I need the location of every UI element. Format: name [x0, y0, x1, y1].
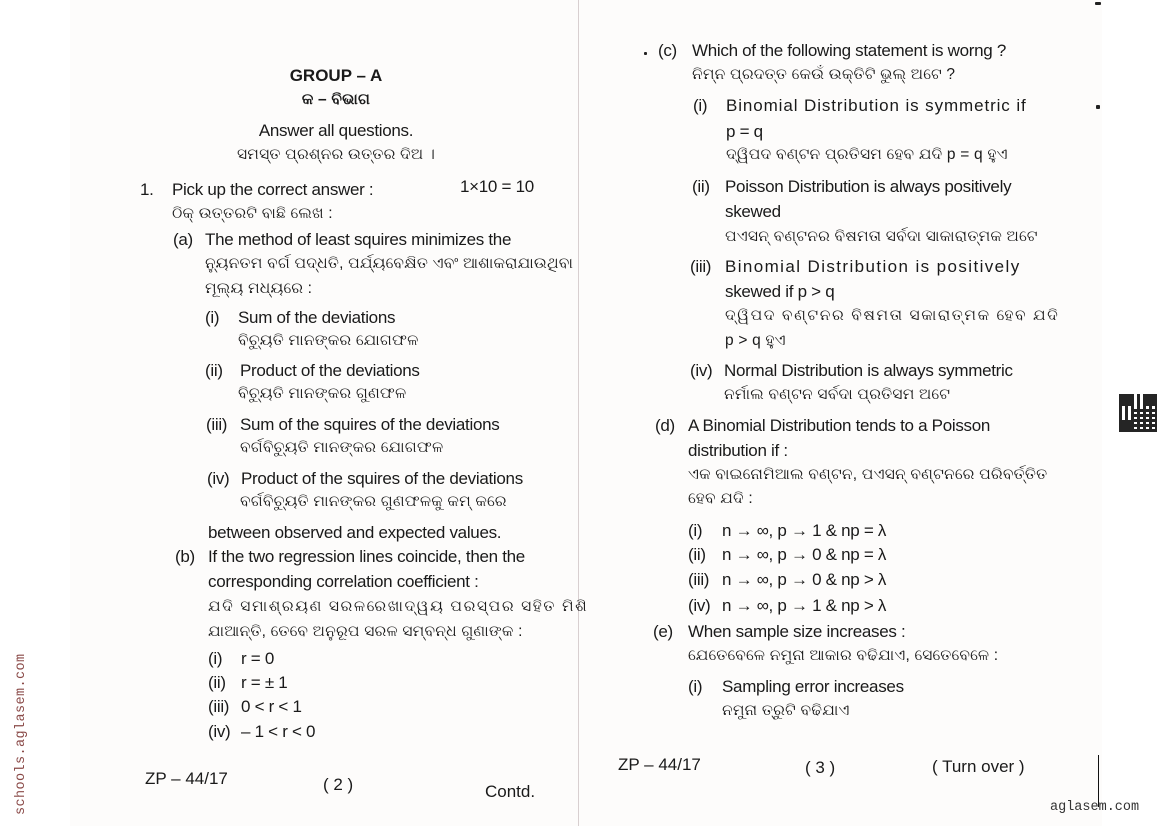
option-text: n → ∞, p → 1 & np > λ	[722, 596, 887, 615]
option-label: (i)	[693, 96, 708, 115]
option-text-cont: skewed if p > q	[725, 282, 835, 301]
qr-code-icon	[1119, 394, 1157, 432]
scan-speck	[1096, 105, 1100, 109]
question-text-odia: ଠିକ୍ ଉତ୍ତରଟି ବାଛି ଲେଖ :	[172, 205, 333, 222]
part-e-label: (e)	[653, 622, 673, 641]
option-text: Sampling error increases	[722, 677, 904, 696]
option-odia: ନମୁନା ତ୍ରୁଟି ବଢିଯାଏ	[722, 702, 850, 719]
part-e-odia: ଯେତେବେଳେ ନମୁନା ଆକାର ବଢିଯାଏ, ସେତେବେଳେ :	[688, 647, 999, 664]
option-text: Product of the squires of the deviations	[241, 469, 523, 488]
option-label: (iv)	[208, 722, 231, 741]
part-a-trailer: between observed and expected values.	[208, 523, 502, 542]
question-text: Pick up the correct answer :	[172, 180, 374, 199]
option-text: Normal Distribution is always symmetric	[724, 361, 1013, 380]
side-watermark: schools.aglasem.com	[14, 653, 29, 815]
part-d-odia-2: ହେବ ଯଦି :	[688, 490, 753, 507]
part-c-odia: ନିମ୍ନ ପ୍ରଦତ୍ତ କେଉଁ ଉକ୍ତିଟି ଭୁଲ୍ ଅଟେ ?	[692, 66, 956, 83]
option-text: Poisson Distribution is always positively	[725, 177, 1012, 196]
question-number: 1.	[140, 180, 154, 199]
option-odia: ଦ୍ୱିପଦ ବଣ୍ଟନ ପ୍ରତିସମ ହେବ ଯଦି p = q ହୁଏ	[726, 146, 1008, 163]
option-text-cont: skewed	[725, 202, 781, 221]
instruction-odia: ସମସ୍ତ ପ୍ରଶ୍ନର ଉତ୍ତର ଦିଅ ।	[236, 146, 436, 163]
option-label: (i)	[688, 677, 703, 696]
option-text: r = ± 1	[241, 673, 288, 692]
group-title-odia: କ – ବିଭାଗ	[301, 91, 371, 108]
option-label: (iii)	[688, 570, 710, 589]
footer-turn-over: ( Turn over )	[932, 757, 1025, 776]
part-b-text-2: corresponding correlation coefficient :	[208, 572, 479, 591]
option-odia: ବର୍ଗବିଚ୍ୟୁତି ମାନଙ୍କର ଗୁଣଫଳକୁ କମ୍ କରେ	[240, 493, 507, 510]
part-b-odia-2: ଯାଆନ୍ତି, ତେବେ ଅନୁରୂପ ସରଳ ସମ୍ବନ୍ଧ ଗୁଣାଙ୍କ :	[208, 623, 523, 640]
instruction: Answer all questions.	[258, 121, 414, 140]
option-label: (iii)	[690, 257, 712, 276]
option-label: (iii)	[208, 697, 230, 716]
bottom-watermark: aglasem.com	[1050, 800, 1140, 815]
option-odia: ବିଚ୍ୟୁତି ମାନଙ୍କର ଯୋଗଫଳ	[238, 332, 419, 349]
part-e-text: When sample size increases :	[688, 622, 906, 641]
option-label: (ii)	[205, 361, 223, 380]
part-a-text: The method of least squires minimizes the	[205, 230, 512, 249]
option-label: (iv)	[688, 596, 711, 615]
part-b-label: (b)	[175, 547, 195, 566]
option-label: (ii)	[692, 177, 710, 196]
option-text: n → ∞, p → 0 & np = λ	[722, 545, 887, 564]
part-d-label: (d)	[655, 416, 675, 435]
footer-contd: Contd.	[485, 782, 536, 801]
footer-page-number: ( 2 )	[323, 775, 354, 794]
option-text: Product of the deviations	[240, 361, 420, 380]
footer-code: ZP – 44/17	[145, 769, 228, 788]
part-d-text-2: distribution if :	[688, 441, 788, 460]
option-label: (iv)	[690, 361, 713, 380]
scan-speck	[1095, 2, 1101, 5]
footer-code: ZP – 44/17	[618, 755, 701, 774]
page-divider	[578, 0, 579, 826]
option-text: Sum of the deviations	[238, 308, 396, 327]
option-text: n → ∞, p → 0 & np > λ	[722, 570, 887, 589]
option-label: (iv)	[207, 469, 230, 488]
part-b-text-1: If the two regression lines coincide, then the	[208, 547, 525, 566]
option-text: – 1 < r < 0	[241, 722, 316, 741]
scan-speck	[644, 52, 647, 55]
option-text: Sum of the squires of the deviations	[240, 415, 500, 434]
part-d-text-1: A Binomial Distribution tends to a Poisson	[688, 416, 991, 435]
option-text-cont: p = q	[726, 122, 763, 141]
option-text: 0 < r < 1	[241, 697, 302, 716]
option-odia: ବିଚ୍ୟୁତି ମାନଙ୍କର ଗୁଣଫଳ	[238, 385, 407, 402]
part-a-label: (a)	[173, 230, 193, 249]
part-b-odia-1: ଯଦି ସମାଶ୍ରୟଣ ସରଳରେଖାଦ୍ୱୟ ପରସ୍ପର ସହିତ ମିଶି	[208, 598, 589, 615]
question-marks: 1×10 = 10	[460, 177, 534, 196]
option-odia: ବର୍ଗବିଚ୍ୟୁତି ମାନଙ୍କର ଯୋଗଫଳ	[240, 439, 444, 456]
option-label: (i)	[208, 649, 223, 668]
part-d-odia-1: ଏକ ବାଇନୋମିଆଲ ବଣ୍ଟନ, ପଏସନ୍ ବଣ୍ଟନରେ ପରିବର୍ତ୍ତିତ	[688, 466, 1048, 483]
group-title: GROUP – A	[289, 66, 383, 85]
option-odia: ଦ୍ୱିପଦ ବଣ୍ଟନର ବିଷମତା ସକାରାତ୍ମକ ହେବ ଯଦି	[725, 307, 1060, 324]
part-c-text: Which of the following statement is worng ?	[692, 41, 1007, 60]
part-a-odia-2: ମୂଲ୍ୟ ମଧ୍ୟରେ :	[205, 280, 313, 297]
option-label: (i)	[205, 308, 220, 327]
option-text: r = 0	[241, 649, 274, 668]
option-label: (iii)	[206, 415, 228, 434]
footer-page-number: ( 3 )	[805, 758, 836, 777]
option-odia: ନର୍ମାଲ ବଣ୍ଟନ ସର୍ବଦା ପ୍ରତିସମ ଅଟେ	[724, 386, 951, 403]
option-text: Binomial Distribution is positively	[725, 257, 1021, 276]
option-label: (ii)	[208, 673, 226, 692]
option-text: Binomial Distribution is symmetric if	[726, 96, 1027, 115]
option-label: (i)	[688, 521, 703, 540]
option-odia: ପଏସନ୍ ବଣ୍ଟନର ବିଷମତା ସର୍ବଦା ସାକାରାତ୍ମକ ଅଟେ	[725, 228, 1038, 245]
option-odia-cont: p > q ହୁଏ	[725, 332, 786, 349]
part-c-label: (c)	[658, 41, 677, 60]
option-text: n → ∞, p → 1 & np = λ	[722, 521, 887, 540]
option-label: (ii)	[688, 545, 706, 564]
part-a-odia-1: ନ୍ୟୁନତମ ବର୍ଗ ପଦ୍ଧତି, ପର୍ଯ୍ୟବେକ୍ଷିତ ଏବଂ ଆଶାକରାଯାଉଥିବା	[205, 255, 574, 272]
